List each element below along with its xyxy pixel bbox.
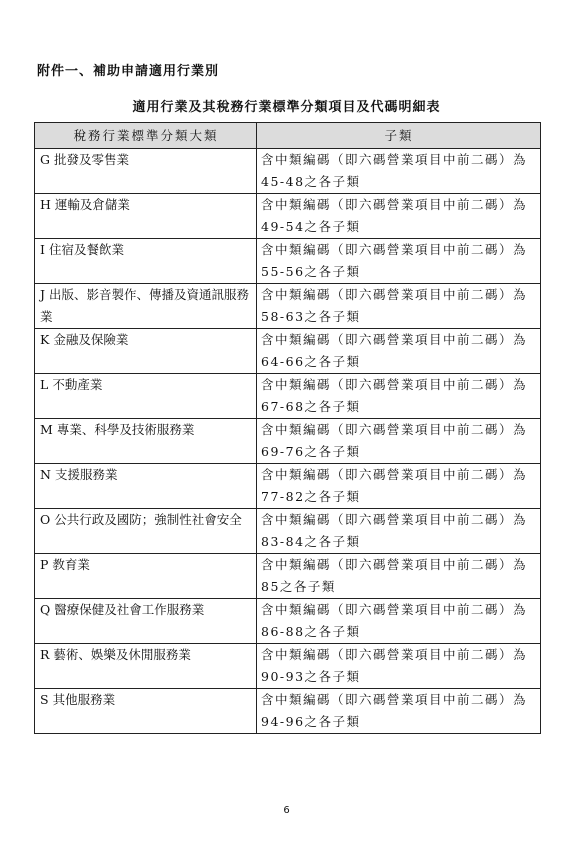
subcategory-cell: 含中類編碼（即六碼營業項目中前二碼）為45-48之各子類 (257, 149, 541, 194)
table-row (35, 644, 541, 689)
subcategory-cell: 含中類編碼（即六碼營業項目中前二碼）為83-84之各子類 (257, 509, 541, 554)
category-name: 運輸及倉儲業 (54, 197, 130, 212)
category-name: 出版、影音製作、傳播及資通訊服務業 (40, 287, 250, 324)
category-label (39, 329, 253, 351)
category-code: N (40, 467, 51, 482)
table-header-row (35, 123, 541, 149)
header-category: 稅務行業標準分類大類 (35, 123, 257, 149)
category-name: 住宿及餐飲業 (48, 242, 124, 257)
category-label (39, 239, 253, 261)
subcategory-cell: 含中類編碼（即六碼營業項目中前二碼）為69-76之各子類 (257, 419, 541, 464)
category-name: 公共行政及國防；強制性社會安全 (54, 512, 242, 527)
category-name: 其他服務業 (52, 692, 116, 707)
category-cell (35, 644, 257, 689)
table-row (35, 284, 541, 329)
category-label (39, 599, 253, 621)
category-code: H (40, 197, 51, 212)
table-row (35, 374, 541, 419)
category-name: 批發及零售業 (54, 152, 130, 167)
subcategory-cell: 含中類編碼（即六碼營業項目中前二碼）為86-88之各子類 (257, 599, 541, 644)
category-code: R (40, 647, 50, 662)
category-label (39, 149, 253, 171)
category-code: G (40, 152, 50, 167)
category-name: 醫療保健及社會工作服務業 (54, 602, 205, 617)
category-cell (35, 509, 257, 554)
category-label (39, 689, 253, 711)
category-name: 支援服務業 (54, 467, 118, 482)
table-row (35, 149, 541, 194)
category-code: O (40, 512, 51, 527)
category-cell (35, 329, 257, 374)
category-code: Q (40, 602, 51, 617)
subcategory-cell: 含中類編碼（即六碼營業項目中前二碼）為94-96之各子類 (257, 689, 541, 734)
category-cell (35, 689, 257, 734)
category-code: M (40, 422, 53, 437)
category-label (39, 554, 253, 576)
category-name: 藝術、娛樂及休閒服務業 (53, 647, 191, 662)
table-row (35, 464, 541, 509)
industry-classification-table (34, 122, 541, 734)
table-row (35, 554, 541, 599)
category-code: J (40, 287, 46, 302)
category-code: K (40, 332, 50, 347)
category-label (39, 509, 253, 531)
category-cell (35, 554, 257, 599)
table-row (35, 194, 541, 239)
category-label (39, 464, 253, 486)
subcategory-cell: 含中類編碼（即六碼營業項目中前二碼）為58-63之各子類 (257, 284, 541, 329)
category-cell (35, 284, 257, 329)
category-label (39, 284, 253, 328)
table-row (35, 509, 541, 554)
subcategory-cell: 含中類編碼（即六碼營業項目中前二碼）為90-93之各子類 (257, 644, 541, 689)
table-row (35, 689, 541, 734)
category-name: 不動產業 (52, 377, 103, 392)
category-label (39, 374, 253, 396)
category-cell (35, 599, 257, 644)
subcategory-cell: 含中類編碼（即六碼營業項目中前二碼）為49-54之各子類 (257, 194, 541, 239)
category-name: 金融及保險業 (53, 332, 129, 347)
category-label (39, 194, 253, 216)
subcategory-cell: 含中類編碼（即六碼營業項目中前二碼）為55-56之各子類 (257, 239, 541, 284)
category-label (39, 644, 253, 666)
table-row (35, 419, 541, 464)
category-cell (35, 239, 257, 284)
table-row (35, 239, 541, 284)
category-cell (35, 194, 257, 239)
category-name: 專業、科學及技術服務業 (56, 422, 195, 437)
category-name: 教育業 (52, 557, 90, 572)
category-code: I (40, 242, 45, 257)
category-cell (35, 374, 257, 419)
page-number: 6 (283, 805, 290, 816)
attachment-heading: 附件一、補助申請適用行業別 (37, 64, 220, 79)
category-code: L (40, 377, 49, 392)
category-code: S (40, 692, 49, 707)
category-cell (35, 464, 257, 509)
header-subcategory: 子類 (257, 123, 541, 149)
category-code: P (40, 557, 49, 572)
table-title: 適用行業及其稅務行業標準分類項目及代碼明細表 (132, 100, 441, 115)
table-row (35, 329, 541, 374)
category-cell (35, 149, 257, 194)
subcategory-cell: 含中類編碼（即六碼營業項目中前二碼）為85之各子類 (257, 554, 541, 599)
subcategory-cell: 含中類編碼（即六碼營業項目中前二碼）為77-82之各子類 (257, 464, 541, 509)
category-cell (35, 419, 257, 464)
table-row (35, 599, 541, 644)
category-label (39, 419, 253, 441)
subcategory-cell: 含中類編碼（即六碼營業項目中前二碼）為67-68之各子類 (257, 374, 541, 419)
subcategory-cell: 含中類編碼（即六碼營業項目中前二碼）為64-66之各子類 (257, 329, 541, 374)
